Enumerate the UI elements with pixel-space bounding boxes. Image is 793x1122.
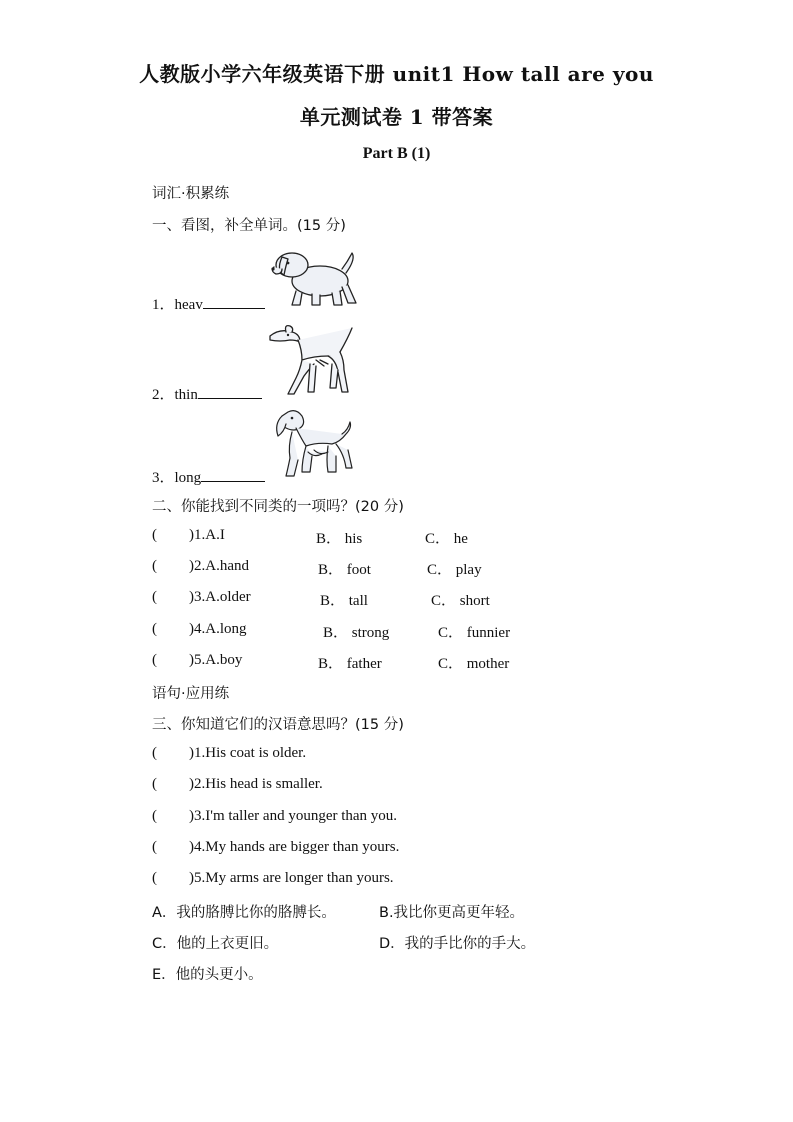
q3-row-4-text: )4.My hands are bigger than yours. <box>189 839 400 855</box>
q3-row-2-text: )2.His head is smaller. <box>189 776 323 792</box>
q2-row-1-option-a: )1.A.I <box>189 527 225 543</box>
q2-row-1-option-b: B． his <box>316 531 363 547</box>
sentence-section-heading: 语句·应用练 <box>152 686 230 702</box>
q3-row-1 <box>152 745 306 762</box>
q3-row-3-text: )3.I'm taller and younger than you. <box>189 808 398 824</box>
q3-row-1-paren[interactable]: ( <box>152 745 157 761</box>
q2-row-5-option-c: C． mother <box>438 656 510 672</box>
vocab-item-2-blank[interactable] <box>198 384 262 399</box>
vocab-item-1-blank[interactable] <box>203 294 265 309</box>
q3-option-b: B.我比你更高更年轻。 <box>379 905 525 921</box>
vocab-item-3-blank[interactable] <box>201 467 265 482</box>
q2-row-3-option-a: )3.A.older <box>189 589 251 605</box>
vocab-item-3 <box>152 466 265 487</box>
question-1-title: 一、看图，补全单词。(15 分) <box>152 218 346 234</box>
q3-row-4-paren[interactable]: ( <box>152 839 157 855</box>
q2-row-5-answer <box>152 652 242 669</box>
vocab-section-heading: 词汇·积累练 <box>152 186 230 202</box>
q2-row-3-option-c: C． short <box>431 593 490 609</box>
q2-row-2-answer <box>152 558 249 575</box>
q2-row-4-paren[interactable]: ( <box>152 621 157 637</box>
vocab-item-3-word: long <box>174 470 202 486</box>
q3-row-5 <box>152 870 394 887</box>
q2-row-4-answer <box>152 621 247 638</box>
q2-row-4-option-b: B． strong <box>323 625 390 641</box>
q3-option-d: D．我的手比你的手大。 <box>379 936 536 952</box>
vocab-item-1-number: 1． <box>152 297 175 313</box>
q2-row-3-paren[interactable]: ( <box>152 589 157 605</box>
q2-row-5-option-b: B． father <box>318 656 382 672</box>
q3-row-4 <box>152 839 399 856</box>
q2-row-5-option-a: )5.A.boy <box>189 652 243 668</box>
vocab-item-2-number: 2． <box>152 387 175 403</box>
q2-row-2-option-c: C． play <box>427 562 482 578</box>
vocab-item-1 <box>152 293 265 314</box>
q2-row-2-option-a: )2.A.hand <box>189 558 249 574</box>
long-haired-dog-drawing <box>266 406 356 482</box>
q3-row-2-paren[interactable]: ( <box>152 776 157 792</box>
question-3-title: 三、你知道它们的汉语意思吗？(15 分) <box>152 717 404 733</box>
q3-row-3-paren[interactable]: ( <box>152 808 157 824</box>
q3-row-2 <box>152 776 323 793</box>
part-label: Part B (1) <box>362 145 431 162</box>
q2-row-1-paren[interactable]: ( <box>152 527 157 543</box>
q2-row-4-option-a: )4.A.long <box>189 621 247 637</box>
q3-row-1-text: )1.His coat is older. <box>189 745 307 761</box>
vocab-item-2-word: thin <box>174 387 198 403</box>
q3-row-5-paren[interactable]: ( <box>152 870 157 886</box>
q3-option-c: C．他的上衣更旧。 <box>152 936 279 952</box>
page-title-line1: 人教版小学六年级英语下册 unit1 How tall are you <box>139 62 654 86</box>
q2-row-5-paren[interactable]: ( <box>152 652 157 668</box>
q3-option-e: E．他的头更小。 <box>152 967 263 983</box>
q2-row-2-option-b: B． foot <box>318 562 371 578</box>
page-title-line2: 单元测试卷 1 带答案 <box>299 105 494 129</box>
q2-row-3-option-b: B． tall <box>320 593 368 609</box>
q2-row-3-answer <box>152 589 251 606</box>
question-2-title: 二、你能找到不同类的一项吗？(20 分) <box>152 499 404 515</box>
q2-row-4-option-c: C． funnier <box>438 625 511 641</box>
vocab-item-1-word: heav <box>174 297 203 313</box>
vocab-item-2 <box>152 383 262 404</box>
q3-row-3 <box>152 808 397 825</box>
q2-row-2-paren[interactable]: ( <box>152 558 157 574</box>
fat-dog-drawing <box>268 247 360 309</box>
q3-row-5-text: )5.My arms are longer than yours. <box>189 870 394 886</box>
vocab-item-3-number: 3． <box>152 470 175 486</box>
q3-option-a: A．我的胳膊比你的胳膊长。 <box>152 905 336 921</box>
q2-row-1-answer <box>152 527 225 544</box>
thin-dog-drawing <box>266 320 356 402</box>
q2-row-1-option-c: C． he <box>425 531 468 547</box>
